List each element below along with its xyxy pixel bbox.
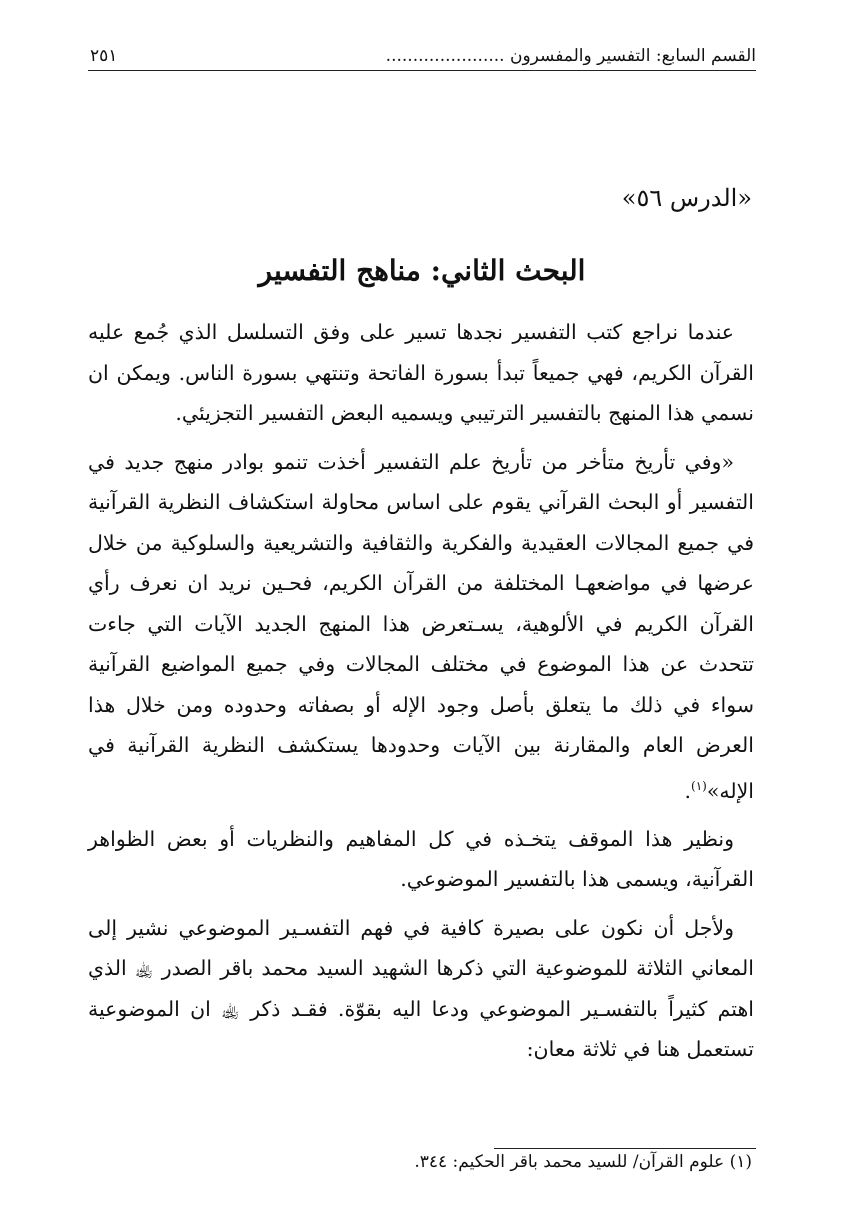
paragraph: ولأجل أن نكون على بصيرة كافية في فهم التفسـير الموضوعي نشير إلى المعاني الثلاثة للموضوعية التي ذكرها الشهيد السيد محمد باقر الصدر ﵀ الذي اهتم كثيراً بالتفسـير الموضوعي ودعا اليه بقوّة. فقـد ذكر ﵀ ان الموضوعية تستعمل هنا في ثلاثة معان: <box>88 915 754 1062</box>
footnote-divider <box>494 1148 756 1149</box>
header-divider <box>88 70 756 71</box>
page-number: ٢٥١ <box>90 46 118 66</box>
paragraph: عندما نراجع كتب التفسير نجدها تسير على وفق التسلسل الذي جُمع عليه القرآن الكريم، فهي جميعاً تبدأ بسورة الفاتحة وتنتهي بسورة الناس. ويمكن ان نسمي هذا المنهج بالتفسير الترتيبي ويسميه البعض التفسير التجزيئي. <box>88 320 754 425</box>
page-header <box>90 36 756 66</box>
paragraph: ونظير هذا الموقف يتخـذه في كل المفاهيم والنظريات أو بعض الظواهر القرآنية، ويسمى هذا بالتفسير الموضوعي. <box>88 826 754 892</box>
footnote: (١) علوم القرآن/ للسيد محمد باقر الحكيم: ٣٤٤. <box>414 1152 752 1172</box>
lesson-heading: «الدرس ٥٦» <box>621 184 752 212</box>
section-title: البحث الثاني: مناهج التفسير <box>258 254 586 287</box>
body-text <box>88 312 754 1078</box>
running-title: القسم السابع: التفسير والمفسرون ...................... <box>385 46 756 66</box>
footnote-marker: (١) <box>691 778 707 793</box>
paragraph: «وفي تأريخ متأخر من تأريخ علم التفسير أخذت تنمو بوادر منهج جديد في التفسير أو البحث القرآني يقوم على اساس محاولة استكشاف النظرية القرآنية في جميع المجالات العقيدية والفكرية والثقافية والتشريعية والسلوكية من خلال عرضها في مواضعهـا المختلفة من القرآن الكريم، فحـين نريد ان نعرف رأي القرآن الكريم في الألوهية، يسـتعرض هذا المنهج الجديد الآيات التي جاءت تتحدث عن هذا الموضوع في مختلف المجالات وفي جميع المواضيع القرآنية سواء في ذلك ما يتعلق بأصل وجود الإله أو بصفاته وحدوده ومن خلال هذا العرض العام والمقارنة بين الآيات وحدودها يستكشف النظرية القرآنية في الإله»$^{(١)}$. <box>88 449 754 803</box>
